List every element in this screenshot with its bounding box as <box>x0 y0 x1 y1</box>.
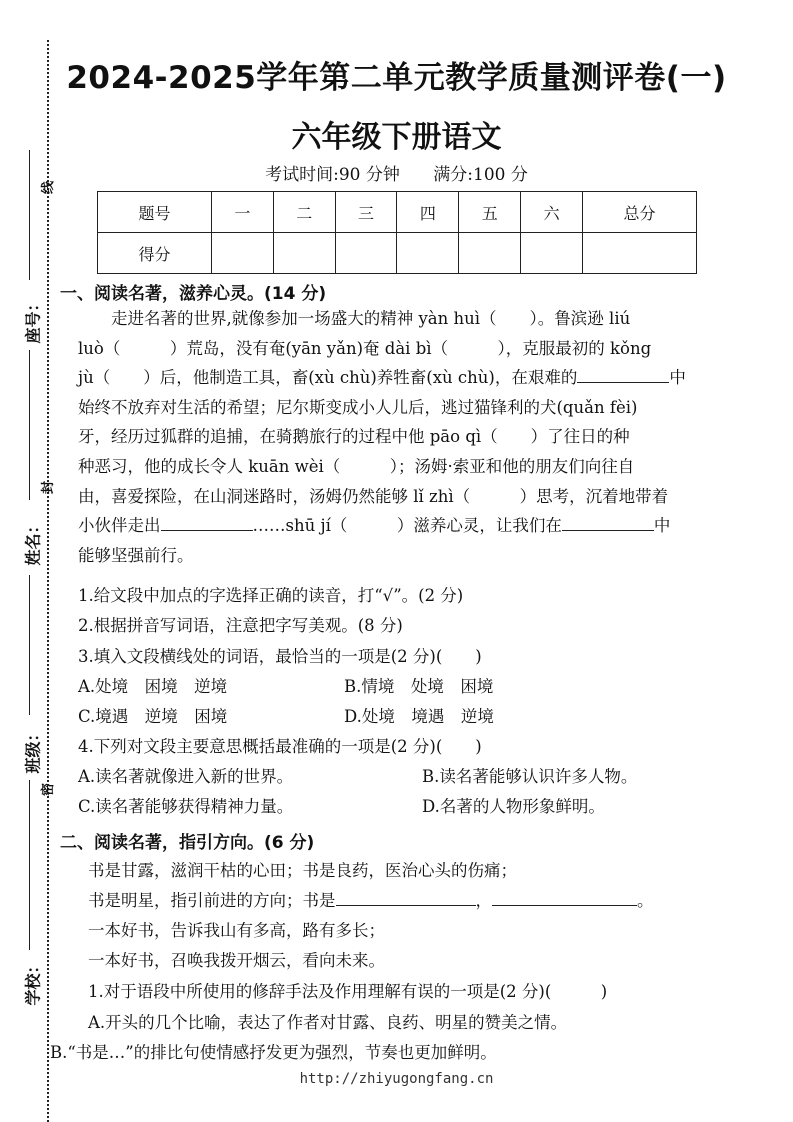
class-blank <box>29 575 30 715</box>
question-3: 3.填入文段横线处的词语，最恰当的一项是(2 分)( ) <box>78 647 482 666</box>
table-cell: 二 <box>273 192 335 233</box>
footer-url: http://zhiyugongfang.cn <box>299 1071 494 1087</box>
section1-passage <box>78 304 746 570</box>
exam-title: 2024-2025学年第二单元教学质量测评卷(一) <box>66 60 727 96</box>
seat-number-label: 座号： <box>23 295 43 344</box>
table-cell: 五 <box>459 192 521 233</box>
table-cell: 题号 <box>98 192 212 233</box>
score-input-cell[interactable] <box>335 233 397 274</box>
name-label: 姓名： <box>23 517 43 566</box>
score-input-cell[interactable] <box>521 233 583 274</box>
q3-option-a: A.处境 困境 逆境 <box>78 677 228 696</box>
q4-option-c: C.读名著能够获得精神力量。 <box>78 797 294 816</box>
score-table-score-row <box>98 233 697 274</box>
poem-line-4: 一本好书，召唤我拨开烟云，看向未来。 <box>88 951 385 970</box>
question-4: 4.下列对文段主要意思概括最准确的一项是(2 分)( ) <box>78 737 482 756</box>
answer-blank[interactable] <box>336 889 476 907</box>
exam-info <box>0 160 793 185</box>
passage-line: 始终不放弃对生活的希望；尼尔斯变成小人儿后，逃过猫锋利的犬(quǎn fèi) <box>78 397 638 417</box>
passage-line: 牙，经历过狐群的追捕，在骑鹅旅行的过程中他 pāo qì（ ）了往日的种 <box>78 427 630 447</box>
class-label: 班级： <box>23 725 43 774</box>
table-cell: 六 <box>521 192 583 233</box>
q4-option-a: A.读名著就像进入新的世界。 <box>78 767 294 786</box>
answer-blank[interactable] <box>492 889 637 907</box>
answer-blank[interactable] <box>577 366 669 384</box>
name-blank <box>29 350 30 500</box>
school-label: 学校： <box>23 957 43 1006</box>
passage-line: 种恶习，他的成长令人 kuān wèi（ ）；汤姆·索亚和他的朋友们向往自 <box>78 456 635 476</box>
table-cell: 总分 <box>583 192 697 233</box>
passage-line: luò（ ）荒岛，没有奄(yān yǎn)奄 dài bì（ ），克服最初的 kǒng <box>78 338 652 358</box>
q3-option-c: C.境遇 逆境 困境 <box>78 707 228 726</box>
score-input-cell[interactable] <box>211 233 273 274</box>
passage-line: 小伙伴走出 ……shū jí（ ）滋养心灵，让我们在 中 <box>78 511 746 541</box>
exam-time: 考试时间:90 分钟 <box>265 165 400 185</box>
cut-mark-seal: 封 <box>41 480 57 495</box>
answer-blank[interactable] <box>562 514 654 532</box>
passage-line: 由，喜爱探险，在山洞迷路时，汤姆仍然能够 lǐ zhì（ ）思考，沉着地带着 <box>78 486 669 506</box>
score-table-header-row <box>98 192 697 233</box>
cut-mark-secret: 密 <box>41 782 57 797</box>
q3-option-d: D.处境 境遇 逆境 <box>344 707 494 726</box>
q4-option-b: B.读名著能够认识许多人物。 <box>422 767 638 786</box>
section2-question-1: 1.对于语段中所使用的修辞手法及作用理解有误的一项是(2 分)( ) <box>88 982 608 1001</box>
table-cell: 得分 <box>98 233 212 274</box>
score-input-cell[interactable] <box>273 233 335 274</box>
score-input-cell[interactable] <box>459 233 521 274</box>
poem-line-3: 一本好书，告诉我山有多高，路有多长； <box>88 921 385 940</box>
score-input-cell[interactable] <box>583 233 697 274</box>
table-cell: 三 <box>335 192 397 233</box>
q3-option-b: B.情境 处境 困境 <box>344 677 494 696</box>
table-cell: 一 <box>211 192 273 233</box>
poem-line-2: 书是明星，指引前进的方向；书是 ， 。 <box>88 887 654 911</box>
poem-line-2-text: 书是明星，指引前进的方向；书是 <box>88 891 336 910</box>
section1-heading: 一、阅读名著，滋养心灵。(14 分) <box>60 284 327 304</box>
s2-option-a: A.开头的几个比喻，表达了作者对甘露、良药、明星的赞美之情。 <box>88 1013 568 1032</box>
score-table <box>97 191 697 274</box>
exam-subtitle: 六年级下册语文 <box>291 120 502 155</box>
answer-blank[interactable] <box>161 514 253 532</box>
q4-option-d: D.名著的人物形象鲜明。 <box>422 797 605 816</box>
cut-mark-line: 线 <box>41 180 57 195</box>
question-1: 1.给文段中加点的字选择正确的读音，打“√”。(2 分) <box>78 586 464 605</box>
poem-line-1: 书是甘露，滋润干枯的心田；书是良药，医治心头的伤痛； <box>88 861 517 880</box>
question-2: 2.根据拼音写词语，注意把字写美观。(8 分) <box>78 616 403 635</box>
s2-option-b: B.“书是…”的排比句使情感抒发更为强烈，节奏也更加鲜明。 <box>50 1043 497 1062</box>
school-blank <box>29 780 30 950</box>
passage-line: jù（ ）后，他制造工具，畜(xù chù)养牲畜(xù chù)，在艰难的 中 <box>78 363 746 393</box>
binding-dotted-line <box>47 40 49 1122</box>
section2-heading: 二、阅读名著，指引方向。(6 分) <box>60 833 315 853</box>
score-input-cell[interactable] <box>397 233 459 274</box>
full-score: 满分:100 分 <box>433 165 528 185</box>
passage-line: 能够坚强前行。 <box>78 545 194 565</box>
table-cell: 四 <box>397 192 459 233</box>
passage-line: 走进名著的世界,就像参加一场盛大的精神 yàn huì（ ）。鲁滨逊 liú <box>111 309 631 328</box>
